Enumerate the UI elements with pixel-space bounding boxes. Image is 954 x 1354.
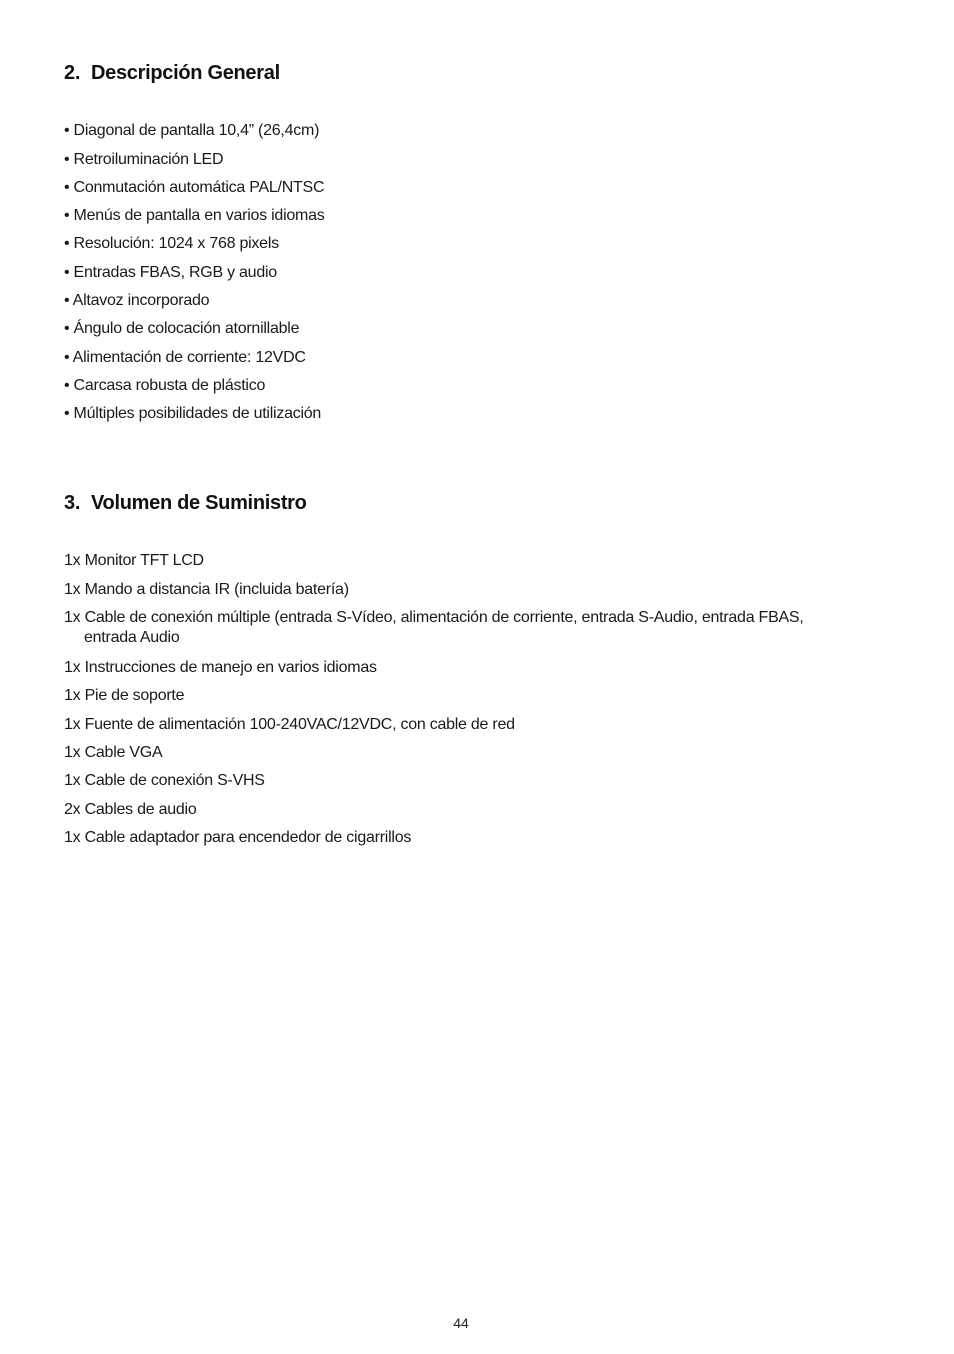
list-item-text: 1x Cable de conexión múltiple (entrada S-Vídeo, alimentación de corriente, entrada S-Audio, entrada FBAS, [64,609,804,626]
list-item [64,551,204,571]
list-item-text: 1x Instrucciones de manejo en varios idiomas [64,659,377,676]
section-number: 2. [64,62,81,84]
list-item [64,828,411,848]
list-item [64,658,377,678]
list-item: • Altavoz incorporado [64,292,210,309]
list-item: • Múltiples posibilidades de utilización [64,405,322,422]
list-item [64,608,804,648]
list-item: • Conmutación automática PAL/NTSC [64,179,325,196]
list-item: • Ángulo de colocación atornillable [64,320,300,337]
section-title: Descripción General [91,62,280,84]
list-item: • Menús de pantalla en varios idiomas [64,207,325,224]
section-heading-descripcion-general [64,62,280,85]
list-item [64,580,349,600]
page-number: 44 [453,1315,469,1331]
list-item-text: 1x Fuente de alimentación 100-240VAC/12VDC, con cable de red [64,716,515,733]
section-number: 3. [64,492,81,514]
list-item-text: 1x Cable de conexión S-VHS [64,772,265,789]
section-title: Volumen de Suministro [91,492,307,514]
list-item [64,743,162,763]
list-item-text: 1x Pie de soporte [64,687,185,704]
list-item [64,771,265,791]
list-item: • Diagonal de pantalla 10,4” (26,4cm) [64,122,320,139]
section-heading-volumen-de-suministro [64,492,307,515]
list-item-text: 1x Mando a distancia IR (incluida batería) [64,581,349,598]
list-item [64,715,515,735]
list-item: • Carcasa robusta de plástico [64,377,266,394]
list-item: • Retroiluminación LED [64,151,224,168]
list-item: • Entradas FBAS, RGB y audio [64,264,277,281]
list-item [64,686,184,706]
list-item-text: 1x Cable VGA [64,744,163,761]
list-item-text: 1x Monitor TFT LCD [64,552,204,569]
list-item: • Resolución: 1024 x 768 pixels [64,235,279,252]
list-item-text: 1x Cable adaptador para encendedor de cigarrillos [64,829,412,846]
list-item-text: 2x Cables de audio [64,801,197,818]
list-item [64,800,196,820]
list-item-continuation: entrada Audio [84,629,180,646]
list-item: • Alimentación de corriente: 12VDC [64,349,306,366]
